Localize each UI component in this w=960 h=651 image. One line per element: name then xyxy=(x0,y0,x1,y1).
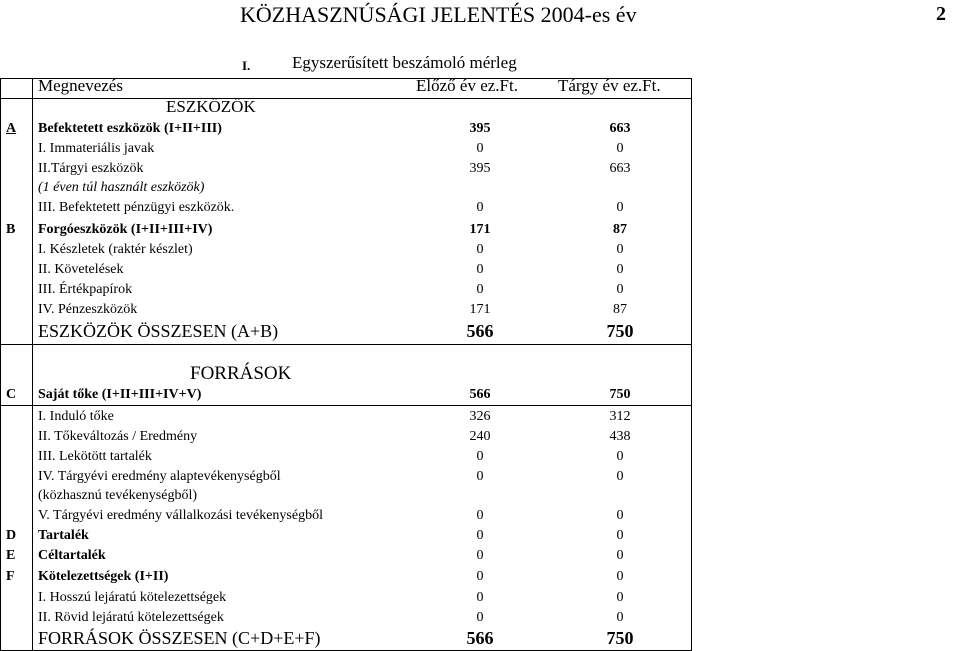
header-name: Megnevezés xyxy=(38,76,123,95)
page-number: 2 xyxy=(936,3,946,25)
row-letter: C xyxy=(6,387,17,402)
row-previous-value: 395 xyxy=(469,161,491,176)
row-current-value: 663 xyxy=(609,161,631,176)
row-previous-value: 326 xyxy=(469,409,491,424)
row-current-value: 87 xyxy=(613,222,627,237)
row-current-value: 0 xyxy=(616,262,624,277)
row-current-value: 0 xyxy=(616,469,624,484)
liabilities-total-previous: 566 xyxy=(466,628,494,648)
row-current-value: 0 xyxy=(616,141,624,156)
row-previous-value: 0 xyxy=(476,508,484,523)
row-label: Kötelezettségek (I+II) xyxy=(38,569,169,584)
row-current-value: 0 xyxy=(616,590,624,605)
row-label: IV. Pénzeszközök xyxy=(38,302,138,317)
subtitle: Egyszerűsített beszámoló mérleg xyxy=(292,53,517,72)
row-label: Befektetett eszközök (I+II+III) xyxy=(38,121,222,136)
row-current-value: 750 xyxy=(609,387,631,402)
row-previous-value: 0 xyxy=(476,141,484,156)
subtitle-number: I. xyxy=(242,58,251,73)
header-divider xyxy=(0,98,692,99)
row-label: Forgóeszközök (I+II+III+IV) xyxy=(38,222,213,237)
row-label: II. Követelések xyxy=(38,262,124,277)
row-previous-value: 0 xyxy=(476,469,484,484)
row-label: IV. Tárgyévi eredmény alaptevékenységből xyxy=(38,469,281,484)
row-label: I. Induló tőke xyxy=(38,409,114,424)
row-label: I. Immateriális javak xyxy=(38,141,155,156)
row-letter: D xyxy=(6,528,17,543)
row-label: III. Lekötött tartalék xyxy=(38,449,152,464)
row-label: II. Tőkeváltozás / Eredmény xyxy=(38,429,198,444)
letter-column-divider xyxy=(32,78,33,650)
row-current-value: 0 xyxy=(616,528,624,543)
row-letter: B xyxy=(6,222,16,237)
row-current-value: 0 xyxy=(616,610,624,625)
equity-row-divider xyxy=(0,405,692,406)
row-current-value: 438 xyxy=(609,429,631,444)
liabilities-total-label: FORRÁSOK ÖSSZESEN (C+D+E+F) xyxy=(38,628,321,648)
row-current-value: 0 xyxy=(616,242,624,257)
row-label: Tartalék xyxy=(38,528,89,543)
row-current-value: 0 xyxy=(616,548,624,563)
row-current-value: 312 xyxy=(609,409,631,424)
row-label: II. Rövid lejáratú kötelezettségek xyxy=(38,610,224,625)
row-current-value: 0 xyxy=(616,508,624,523)
row-previous-value: 0 xyxy=(476,449,484,464)
row-previous-value: 566 xyxy=(469,387,491,402)
row-label: I. Készletek (raktér készlet) xyxy=(38,242,193,257)
row-previous-value: 171 xyxy=(469,302,491,317)
row-letter: F xyxy=(6,569,15,584)
row-previous-value: 395 xyxy=(469,121,491,136)
row-previous-value: 0 xyxy=(476,528,484,543)
row-previous-value: 0 xyxy=(476,262,484,277)
row-previous-value: 0 xyxy=(476,590,484,605)
row-label-note: (közhasznú tevékenységből) xyxy=(38,488,197,503)
liabilities-heading: FORRÁSOK xyxy=(190,363,292,384)
assets-heading: ESZKÖZÖK xyxy=(166,97,256,116)
row-previous-value: 171 xyxy=(469,222,491,237)
row-current-value: 0 xyxy=(616,282,624,297)
row-letter: A xyxy=(6,121,17,136)
assets-total-previous: 566 xyxy=(466,321,494,341)
row-label: I. Hosszú lejáratú kötelezettségek xyxy=(38,590,227,605)
row-previous-value: 0 xyxy=(476,569,484,584)
row-current-value: 663 xyxy=(609,121,631,136)
row-label: III. Befektetett pénzügyi eszközök. xyxy=(38,200,235,215)
row-previous-value: 240 xyxy=(469,429,491,444)
row-current-value: 87 xyxy=(613,302,627,317)
row-current-value: 0 xyxy=(616,200,624,215)
table-left-border xyxy=(0,78,1,650)
header-current-year: Tárgy év ez.Ft. xyxy=(558,76,661,95)
row-current-value: 0 xyxy=(616,569,624,584)
row-previous-value: 0 xyxy=(476,610,484,625)
row-previous-value: 0 xyxy=(476,282,484,297)
row-label: Céltartalék xyxy=(38,548,106,563)
table-right-border xyxy=(691,78,692,650)
row-previous-value: 0 xyxy=(476,200,484,215)
page-title: KÖZHASZNÚSÁGI JELENTÉS 2004-es év xyxy=(240,2,637,27)
assets-total-current: 750 xyxy=(606,321,634,341)
assets-total-label: ESZKÖZÖK ÖSSZESEN (A+B) xyxy=(38,321,279,341)
assets-total-bottom-border xyxy=(0,344,692,345)
row-label: Saját tőke (I+II+III+IV+V) xyxy=(38,387,202,402)
row-label: III. Értékpapírok xyxy=(38,282,133,297)
header-previous-year: Előző év ez.Ft. xyxy=(416,76,518,95)
row-previous-value: 0 xyxy=(476,242,484,257)
row-label-note: (1 éven túl használt eszközök) xyxy=(38,180,205,195)
liabilities-total-current: 750 xyxy=(606,628,634,648)
row-previous-value: 0 xyxy=(476,548,484,563)
row-label: II.Tárgyi eszközök xyxy=(38,161,144,176)
row-letter: E xyxy=(6,548,16,563)
row-label: V. Tárgyévi eredmény vállalkozási tevékenységből xyxy=(38,508,323,523)
row-current-value: 0 xyxy=(616,449,624,464)
